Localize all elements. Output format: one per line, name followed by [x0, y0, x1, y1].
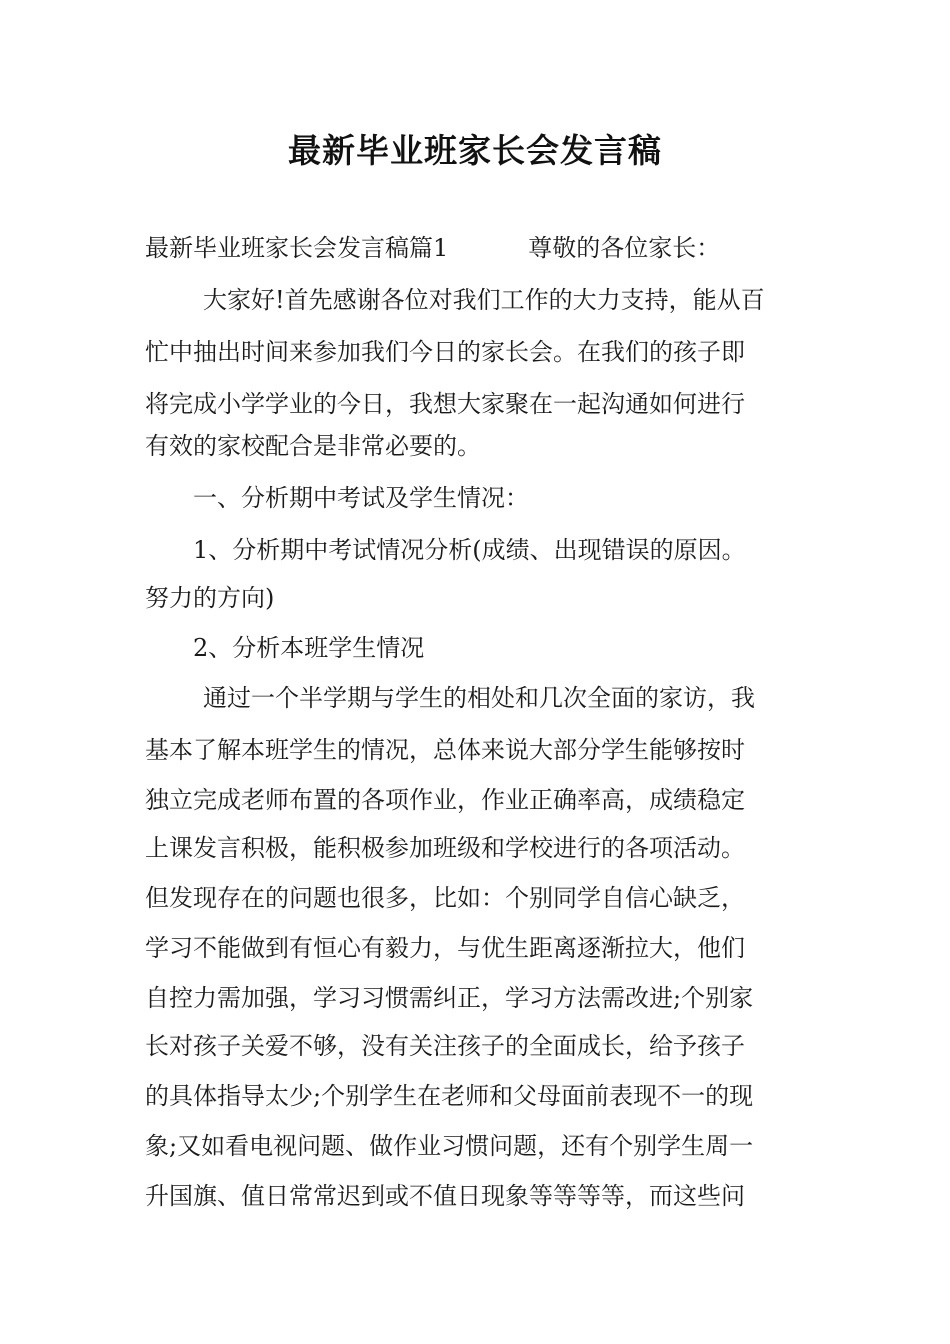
- paragraph-line: 一、分析期中考试及学生情况：: [193, 484, 529, 512]
- paragraph-line: 将完成小学学业的今日，我想大家聚在一起沟通如何进行: [145, 390, 745, 418]
- section-heading: 最新毕业班家长会发言稿篇1: [145, 234, 449, 262]
- paragraph-line: 长对孩子关爱不够，没有关注孩子的全面成长，给予孩子: [145, 1032, 745, 1060]
- paragraph-line: 有效的家校配合是非常必要的。: [145, 432, 481, 460]
- heading-line: [145, 222, 810, 274]
- paragraph-line: 的具体指导太少;个别学生在老师和父母面前表现不一的现: [145, 1082, 754, 1110]
- paragraph-line: 通过一个半学期与学生的相处和几次全面的家访，我: [203, 684, 755, 712]
- document-title: 最新毕业班家长会发言稿: [288, 131, 662, 170]
- paragraph-line: 基本了解本班学生的情况，总体来说大部分学生能够按时: [145, 736, 745, 764]
- paragraph-line: 大家好!首先感谢各位对我们工作的大力支持，能从百: [203, 286, 765, 314]
- paragraph-line: 上课发言积极，能积极参加班级和学校进行的各项活动。: [145, 834, 745, 862]
- salutation: 尊敬的各位家长：: [528, 234, 721, 262]
- paragraph-line: 独立完成老师布置的各项作业，作业正确率高，成绩稳定: [145, 786, 745, 814]
- paragraph-line: 2、分析本班学生情况: [193, 634, 425, 662]
- paragraph-line: 自控力需加强，学习习惯需纠正，学习方法需改进;个别家: [145, 984, 754, 1012]
- paragraph-line: 忙中抽出时间来参加我们今日的家长会。在我们的孩子即: [145, 338, 745, 366]
- paragraph-line: 努力的方向): [145, 584, 275, 612]
- paragraph-line: 但发现存在的问题也很多，比如：个别同学自信心缺乏，: [145, 884, 745, 912]
- paragraph-line: 象;又如看电视问题、做作业习惯问题，还有个别学生周一: [145, 1132, 754, 1160]
- paragraph-line: 学习不能做到有恒心有毅力，与优生距离逐渐拉大，他们: [145, 934, 745, 962]
- paragraph-line: 升国旗、值日常常迟到或不值日现象等等等等，而这些问: [145, 1182, 745, 1210]
- paragraph-line: 1、分析期中考试情况分析(成绩、出现错误的原因。: [193, 536, 746, 564]
